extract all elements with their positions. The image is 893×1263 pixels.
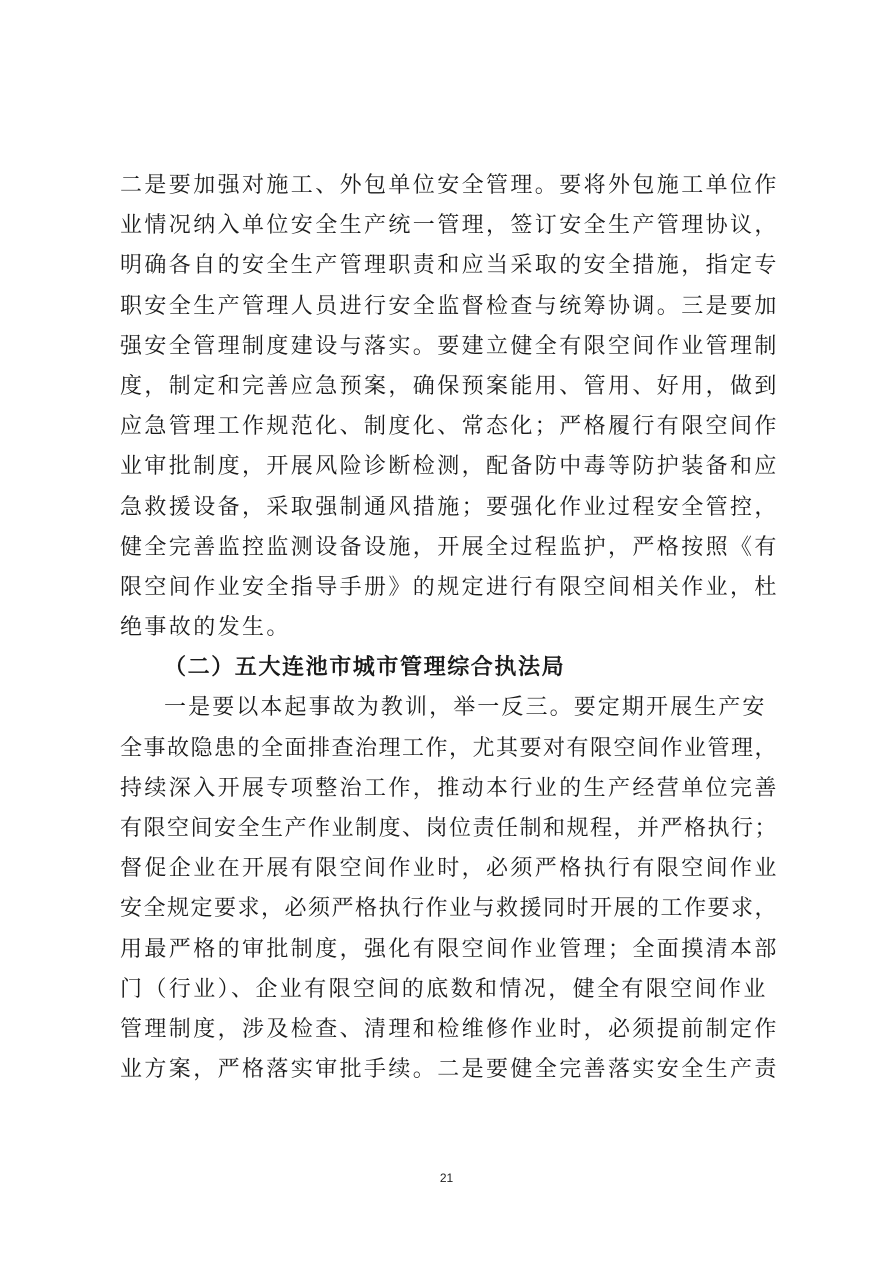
text-line: 二是要加强对施工、外包单位安全管理。要将外包施工单位作 xyxy=(120,173,779,198)
text-line: 绝事故的发生。 xyxy=(120,615,291,641)
text-line: 一是要以本起事故为教训，举一反三。要定期开展生产安 xyxy=(164,695,767,721)
text-line: 业审批制度，开展风险诊断检测，配备防中毒等防护装备和应 xyxy=(120,454,779,480)
text-line: 有限空间安全生产作业制度、岗位责任制和规程，并严格执行； xyxy=(120,816,779,841)
text-line: 明确各自的安全生产管理职责和应当采取的安全措施，指定专 xyxy=(120,253,779,279)
page-number: 21 xyxy=(439,1171,454,1185)
document-body xyxy=(120,166,780,1090)
text-line: 全事故隐患的全面排查治理工作，尤其要对有限空间作业管理， xyxy=(120,735,779,761)
text-line: 门（行业）、企业有限空间的底数和情况，健全有限空间作业 xyxy=(120,976,768,1002)
text-line: 持续深入开展专项整治工作，推动本行业的生产经营单位完善 xyxy=(120,775,779,801)
text-line: 健全完善监控监测设备设施，开展全过程监护，严格按照《有 xyxy=(120,534,779,560)
section-heading: （二）五大连池市城市管理综合执法局 xyxy=(164,655,566,681)
text-line: 度，制定和完善应急预案，确保预案能用、管用、好用，做到 xyxy=(120,373,779,399)
text-line: 急救援设备，采取强制通风措施；要强化作业过程安全管控， xyxy=(120,494,779,520)
text-line: 业情况纳入单位安全生产统一管理，签订安全生产管理协议， xyxy=(120,213,779,239)
text-line: 督促企业在开展有限空间作业时，必须严格执行有限空间作业 xyxy=(120,856,779,882)
text-line: 业方案，严格落实审批手续。二是要健全完善落实安全生产责 xyxy=(120,1057,779,1083)
text-line: 强安全管理制度建设与落实。要建立健全有限空间作业管理制 xyxy=(120,333,779,359)
text-line: 应急管理工作规范化、制度化、常态化；严格履行有限空间作 xyxy=(120,414,779,440)
text-line: 职安全生产管理人员进行安全监督检查与统筹协调。三是要加 xyxy=(120,293,779,319)
text-line: 用最严格的审批制度，强化有限空间作业管理；全面摸清本部 xyxy=(120,936,779,962)
text-line: 限空间作业安全指导手册》的规定进行有限空间相关作业，杜 xyxy=(120,574,779,600)
text-line: 管理制度，涉及检查、清理和检维修作业时，必须提前制定作 xyxy=(120,1016,779,1042)
text-line: 安全规定要求，必须严格执行作业与救援同时开展的工作要求， xyxy=(120,896,779,922)
